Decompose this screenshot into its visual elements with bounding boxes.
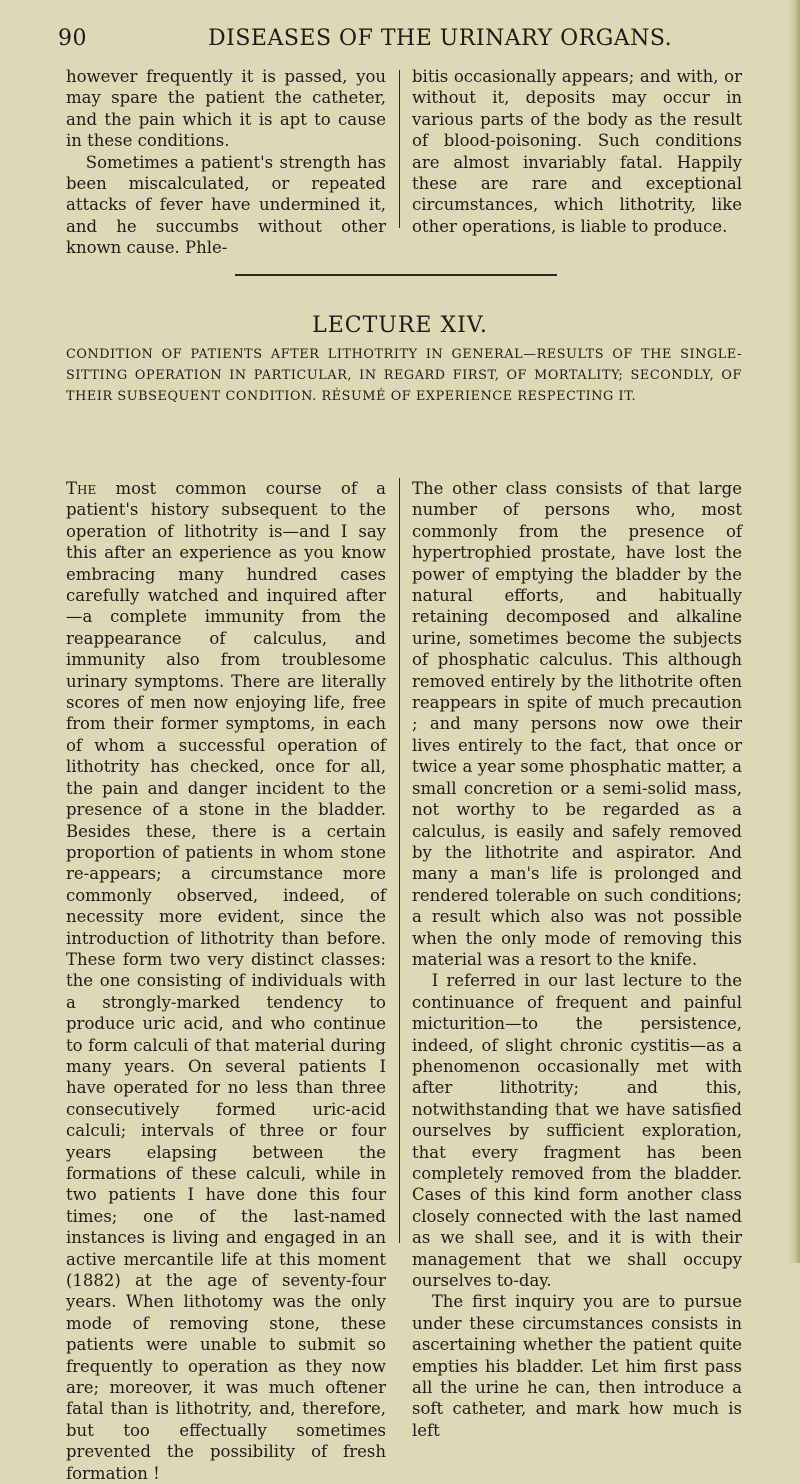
- lecture-summary: CONDITION OF PATIENTS AFTER LITHOTRITY IN GENERAL—RESULTS OF THE SINGLE-SITTING OPERATION IN PARTICULAR, IN REGARD FIRST, OF MORTALITY; SECONDLY, OF THEIR SUBSEQUENT CONDITION. RÉSUMÉ OF EXPERIENCE RESPECTING IT.: [66, 347, 742, 404]
- column-divider: [399, 478, 400, 1243]
- opening-word: The: [66, 479, 97, 498]
- body-left-column: [66, 478, 386, 1484]
- paragraph: The other class consists of that large number of persons who, most commonly from the presence of hypertrophied prostate, have lost the power of emptying the bladder by the natural efforts, and habitually retaining decomposed and alkaline urine, sometimes become the subjects of phosphatic calculus. This although removed entirely by the lithotrite often reappears in spite of much precaution ; and many persons now owe their lives entirely to the fact, that once or twice a year some phosphatic matter, a small concretion or a semi-solid mass, not worthy to be regarded as a calculus, is easily and safely removed by the lithotrite and aspirator. And many a man's life is prolonged and rendered tolerable on such conditions; a result which also was not possible when the only mode of removing this material was a resort to the knife.: [412, 479, 742, 969]
- paragraph: Sometimes a patient's strength has been miscalculated, or repeated attacks of fever have undermined it, and he succumbs without other known cause. Phle-: [66, 152, 386, 258]
- page-edge: [788, 0, 800, 1263]
- body-right-column: [412, 478, 742, 1441]
- column-divider: [399, 70, 400, 228]
- page-number: 90: [58, 26, 87, 51]
- paragraph: [66, 478, 386, 1484]
- paragraph: The first inquiry you are to pursue under these circumstances consists in ascertaining whether the patient quite empties his bladder. Let him first pass all the urine he can, then introduce a soft catheter, and mark how much is left: [412, 1292, 742, 1440]
- top-left-column: [66, 66, 386, 259]
- paragraph: however frequently it is passed, you may spare the patient the catheter, and the pain which it is apt to cause in these conditions.: [66, 67, 386, 151]
- lecture-title: LECTURE XIV.: [312, 313, 488, 338]
- running-title: DISEASES OF THE URINARY ORGANS.: [208, 26, 673, 51]
- section-divider: [235, 274, 557, 276]
- paragraph: I referred in our last lecture to the continuance of frequent and painful micturition—to the persistence, indeed, of slight chronic cystitis—as a phenomenon occasionally met with after lithotrity; and this, notwithstanding that we have satisfied ourselves by sufficient exploration, that every fragment has been completely removed from the bladder. Cases of this kind form another class closely connected with the last named as we shall see, and it is with their management that we shall occupy ourselves to-day.: [412, 971, 742, 1291]
- paragraph: bitis occasionally appears; and with, or without it, deposits may occur in various parts of the body as the result of blood-poisoning. Such conditions are almost invariably fatal. Happily these are rare and exceptional circumstances, which lithotrity, like other operations, is liable to produce.: [412, 67, 742, 236]
- paragraph-text: most common course of a patient's history subsequent to the operation of lithotrity is—and I say this after an experience as you know embracing many hundred cases carefully watched and inquired after—a complete immunity from the reappearance of calculus, and immunity also from troublesome urinary symptoms. There are literally scores of men now enjoying life, free from their former symptoms, in each of whom a successful operation of lithotrity has checked, once for all, the pain and danger incident to the presence of a stone in the bladder. Besides these, there is a certain proportion of patients in whom stone re-appears; a circumstance more commonly observed, indeed, of necessity more evident, since the introduction of lithotrity than before. These form two very distinct classes: the one consisting of individuals with a strongly-marked tendency to produce uric acid, and who continue to form calculi of that material during many years. On several patients I have operated for no less than three consecutively formed uric-acid calculi; intervals of three or four years elapsing between the formations of these calculi, while in two patients I have done this four times; one of the last-named instances is living and engaged in an active mercantile life at this moment (1882) at the age of seventy-four years. When lithotomy was the only mode of removing stone, these patients were unable to submit so frequently to operation as they now are; moreover, it was much oftener fatal than is lithotrity, and, therefore, but too effectually sometimes prevented the possibility of fresh formation !: [66, 479, 387, 1483]
- top-right-column: [412, 66, 742, 237]
